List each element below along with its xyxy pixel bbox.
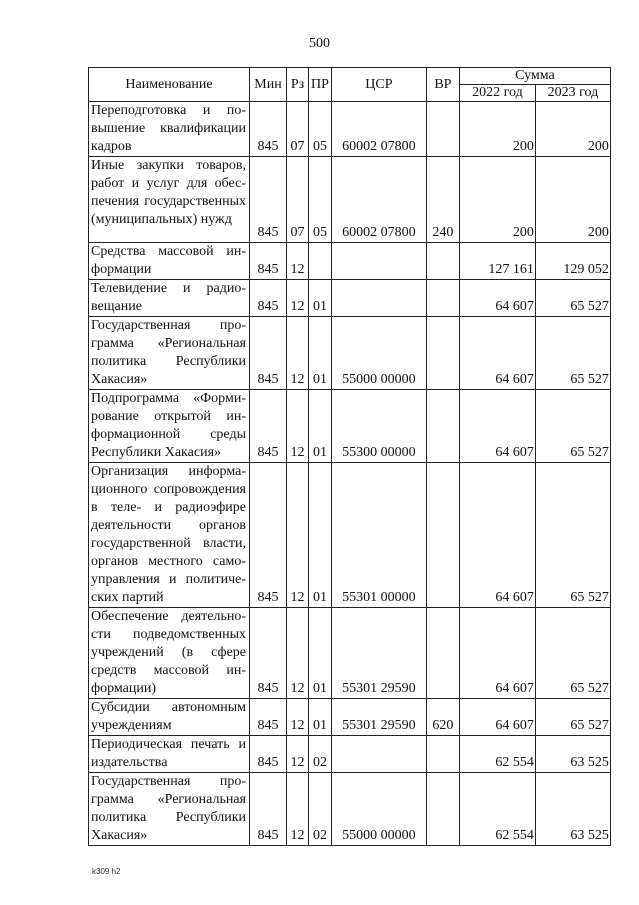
cell-vr xyxy=(426,390,459,463)
cell-vr xyxy=(426,102,459,157)
cell-y2023: 65 527 xyxy=(535,390,610,463)
cell-name: Субсидии автономным учреждениям xyxy=(89,699,250,736)
cell-y2022: 62 554 xyxy=(459,773,535,846)
table-row xyxy=(89,608,611,699)
header-name: Наименование xyxy=(89,68,250,102)
cell-y2022: 200 xyxy=(459,157,535,243)
cell-min: 845 xyxy=(250,736,287,773)
cell-y2023: 65 527 xyxy=(535,608,610,699)
cell-y2023: 200 xyxy=(535,102,610,157)
cell-pr: 05 xyxy=(309,157,332,243)
cell-csr: 60002 07800 xyxy=(331,102,426,157)
cell-vr xyxy=(426,608,459,699)
cell-y2022: 200 xyxy=(459,102,535,157)
cell-rz: 12 xyxy=(287,243,309,280)
cell-vr xyxy=(426,736,459,773)
cell-y2023: 65 527 xyxy=(535,463,610,608)
cell-pr: 02 xyxy=(309,736,332,773)
cell-y2023: 129 052 xyxy=(535,243,610,280)
cell-y2023: 63 525 xyxy=(535,773,610,846)
cell-csr: 55301 29590 xyxy=(331,608,426,699)
cell-csr: 55000 00000 xyxy=(331,773,426,846)
table-row xyxy=(89,243,611,280)
cell-pr: 01 xyxy=(309,463,332,608)
cell-min: 845 xyxy=(250,773,287,846)
cell-csr: 55000 00000 xyxy=(331,317,426,390)
table-row xyxy=(89,463,611,608)
cell-y2023: 200 xyxy=(535,157,610,243)
cell-min: 845 xyxy=(250,157,287,243)
footer-code: k309 h2 xyxy=(92,867,121,876)
cell-name: Переподготовка и повышение квалификации кадров xyxy=(89,102,250,157)
cell-y2023: 65 527 xyxy=(535,699,610,736)
cell-name: Организация информационного сопровождения в теле- и радиоэфире деятельности органов государственной власти, органов местного самоуправления и политических партий xyxy=(89,463,250,608)
cell-min: 845 xyxy=(250,608,287,699)
cell-min: 845 xyxy=(250,390,287,463)
cell-y2022: 64 607 xyxy=(459,280,535,317)
table-row xyxy=(89,102,611,157)
cell-rz: 07 xyxy=(287,157,309,243)
cell-name: Средства массовой информации xyxy=(89,243,250,280)
cell-y2022: 64 607 xyxy=(459,463,535,608)
cell-csr xyxy=(331,280,426,317)
header-pr: ПР xyxy=(309,68,332,102)
cell-min: 845 xyxy=(250,699,287,736)
header-csr: ЦСР xyxy=(331,68,426,102)
cell-rz: 07 xyxy=(287,102,309,157)
cell-name: Государственная программа «Региональная политика Республики Хакасия» xyxy=(89,773,250,846)
cell-vr: 240 xyxy=(426,157,459,243)
cell-pr: 05 xyxy=(309,102,332,157)
cell-rz: 12 xyxy=(287,317,309,390)
table-row xyxy=(89,390,611,463)
cell-csr: 55301 29590 xyxy=(331,699,426,736)
cell-name: Государственная программа «Региональная политика Республики Хакасия» xyxy=(89,317,250,390)
cell-name: Телевидение и радиовещание xyxy=(89,280,250,317)
cell-pr: 01 xyxy=(309,608,332,699)
table-row xyxy=(89,736,611,773)
cell-min: 845 xyxy=(250,463,287,608)
cell-name: Подпрограмма «Формирование открытой информационной среды Республики Хакасия» xyxy=(89,390,250,463)
cell-min: 845 xyxy=(250,280,287,317)
cell-rz: 12 xyxy=(287,280,309,317)
table-row xyxy=(89,699,611,736)
cell-y2022: 64 607 xyxy=(459,608,535,699)
cell-y2023: 65 527 xyxy=(535,280,610,317)
cell-min: 845 xyxy=(250,243,287,280)
cell-pr: 01 xyxy=(309,390,332,463)
cell-y2022: 127 161 xyxy=(459,243,535,280)
header-min: Мин xyxy=(250,68,287,102)
cell-rz: 12 xyxy=(287,773,309,846)
cell-rz: 12 xyxy=(287,736,309,773)
cell-min: 845 xyxy=(250,102,287,157)
cell-rz: 12 xyxy=(287,390,309,463)
cell-name: Обеспечение деятельности подведомственных учреждений (в сфере средств массовой информации) xyxy=(89,608,250,699)
cell-y2022: 64 607 xyxy=(459,317,535,390)
header-vr: ВР xyxy=(426,68,459,102)
cell-y2022: 64 607 xyxy=(459,699,535,736)
cell-y2023: 65 527 xyxy=(535,317,610,390)
table-row xyxy=(89,773,611,846)
cell-pr: 02 xyxy=(309,773,332,846)
cell-csr xyxy=(331,736,426,773)
cell-name: Периодическая печать и издательства xyxy=(89,736,250,773)
cell-csr: 55301 00000 xyxy=(331,463,426,608)
cell-csr xyxy=(331,243,426,280)
header-2022: 2022 год xyxy=(459,85,535,102)
cell-csr: 60002 07800 xyxy=(331,157,426,243)
cell-vr xyxy=(426,280,459,317)
cell-pr: 01 xyxy=(309,699,332,736)
cell-y2022: 62 554 xyxy=(459,736,535,773)
cell-pr: 01 xyxy=(309,280,332,317)
page-number: 500 xyxy=(309,36,330,51)
cell-y2023: 63 525 xyxy=(535,736,610,773)
table-row xyxy=(89,280,611,317)
cell-rz: 12 xyxy=(287,699,309,736)
cell-rz: 12 xyxy=(287,608,309,699)
cell-csr: 55300 00000 xyxy=(331,390,426,463)
cell-vr: 620 xyxy=(426,699,459,736)
cell-y2022: 64 607 xyxy=(459,390,535,463)
table-row xyxy=(89,317,611,390)
cell-rz: 12 xyxy=(287,463,309,608)
cell-pr: 01 xyxy=(309,317,332,390)
cell-min: 845 xyxy=(250,317,287,390)
cell-vr xyxy=(426,773,459,846)
cell-name: Иные закупки товаров, работ и услуг для обеспечения государственных (муниципальных) нужд xyxy=(89,157,250,243)
budget-table xyxy=(88,67,611,846)
cell-vr xyxy=(426,243,459,280)
table-row xyxy=(89,157,611,243)
cell-vr xyxy=(426,317,459,390)
header-2023: 2023 год xyxy=(535,85,610,102)
cell-vr xyxy=(426,463,459,608)
cell-pr xyxy=(309,243,332,280)
header-rz: Рз xyxy=(287,68,309,102)
header-sum: Сумма xyxy=(459,68,610,85)
